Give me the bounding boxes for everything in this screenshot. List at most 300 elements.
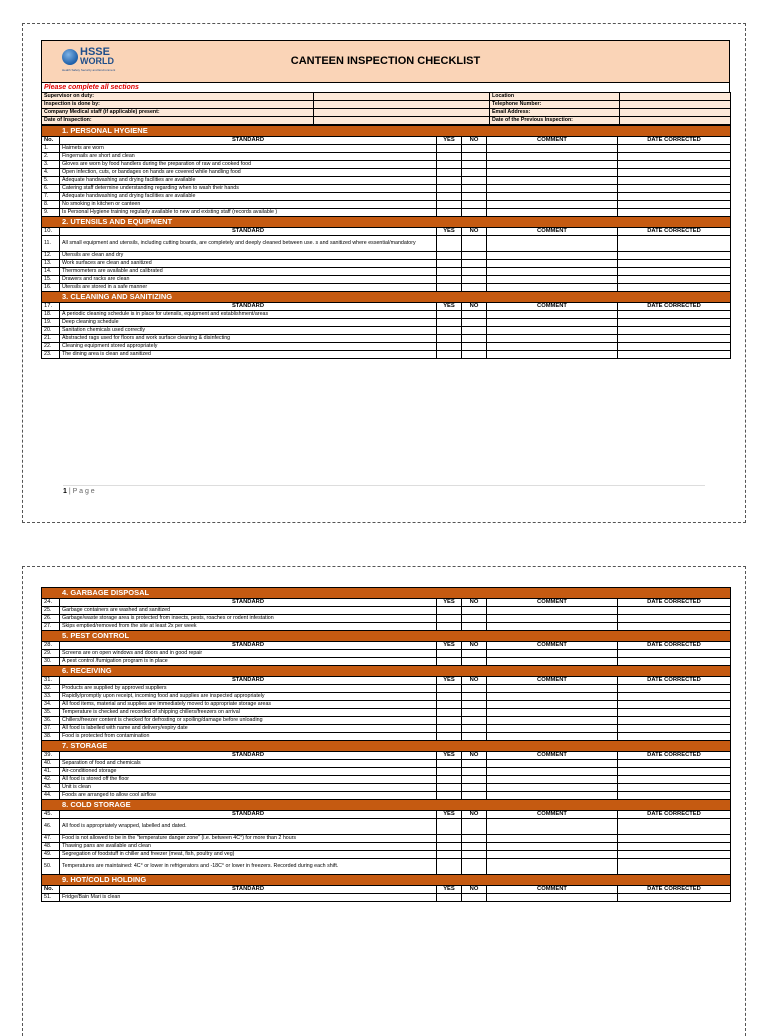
no-checkbox-cell[interactable] [462, 209, 487, 217]
column-header-standard: STANDARD [60, 677, 437, 685]
column-header-yes: YES [437, 137, 462, 145]
date-corrected-cell[interactable] [618, 177, 731, 185]
yes-checkbox-cell[interactable] [437, 760, 462, 768]
comment-cell[interactable] [487, 685, 618, 693]
logo-tagline: Health Safety Security and Environment [62, 68, 116, 72]
comment-cell[interactable] [487, 819, 618, 835]
date-corrected-cell[interactable] [618, 161, 731, 169]
comment-cell[interactable] [487, 615, 618, 623]
info-row [42, 93, 731, 101]
comment-cell[interactable] [487, 260, 618, 268]
no-checkbox-cell[interactable] [462, 153, 487, 161]
comment-cell[interactable] [487, 658, 618, 666]
column-header-row [42, 752, 731, 760]
date-corrected-cell[interactable] [618, 252, 731, 260]
date-corrected-cell[interactable] [618, 819, 731, 835]
no-checkbox-cell[interactable] [462, 145, 487, 153]
comment-cell[interactable] [487, 335, 618, 343]
item-standard: Temperatures are maintained: 4C° or lower in refrigerators and -18C° or lower in freezers. Recorded during each shift. [60, 859, 437, 875]
info-value-field[interactable] [620, 109, 731, 117]
item-number: 35. [42, 709, 60, 717]
no-checkbox-cell[interactable] [462, 343, 487, 351]
checklist-row [42, 145, 731, 153]
comment-cell[interactable] [487, 343, 618, 351]
yes-checkbox-cell[interactable] [437, 177, 462, 185]
date-corrected-cell[interactable] [618, 894, 731, 902]
no-checkbox-cell[interactable] [462, 311, 487, 319]
column-header-comment: COMMENT [487, 642, 618, 650]
date-corrected-cell[interactable] [618, 169, 731, 177]
column-header-no-answer: NO [462, 811, 487, 819]
info-row [42, 109, 731, 117]
info-label: Inspection is done by: [42, 101, 314, 109]
checklist-row [42, 615, 731, 623]
comment-cell[interactable] [487, 319, 618, 327]
checklist-row [42, 169, 731, 177]
date-corrected-cell[interactable] [618, 843, 731, 851]
item-standard: Utensils are clean and dry [60, 252, 437, 260]
no-checkbox-cell[interactable] [462, 784, 487, 792]
no-checkbox-cell[interactable] [462, 717, 487, 725]
item-standard: Utensils are stored in a safe manner [60, 284, 437, 292]
item-standard: Separation of food and chemicals [60, 760, 437, 768]
date-corrected-cell[interactable] [618, 268, 731, 276]
checklist-sheet-1 [41, 40, 730, 359]
no-checkbox-cell[interactable] [462, 709, 487, 717]
date-corrected-cell[interactable] [618, 236, 731, 252]
item-number: 3. [42, 161, 60, 169]
yes-checkbox-cell[interactable] [437, 351, 462, 359]
info-value-field[interactable] [314, 93, 490, 101]
no-checkbox-cell[interactable] [462, 201, 487, 209]
checklist-sheet-2 [41, 587, 730, 902]
comment-cell[interactable] [487, 835, 618, 843]
item-number: 29. [42, 650, 60, 658]
item-number: 4. [42, 169, 60, 177]
comment-cell[interactable] [487, 760, 618, 768]
yes-checkbox-cell[interactable] [437, 843, 462, 851]
comment-cell[interactable] [487, 894, 618, 902]
no-checkbox-cell[interactable] [462, 252, 487, 260]
yes-checkbox-cell[interactable] [437, 851, 462, 859]
yes-checkbox-cell[interactable] [437, 319, 462, 327]
document-title: CANTEEN INSPECTION CHECKLIST [290, 55, 481, 67]
section-heading-row [42, 666, 731, 677]
comment-cell[interactable] [487, 276, 618, 284]
no-checkbox-cell[interactable] [462, 319, 487, 327]
item-standard: Cleaning equipment stored appropriately [60, 343, 437, 351]
yes-checkbox-cell[interactable] [437, 701, 462, 709]
date-corrected-cell[interactable] [618, 776, 731, 784]
comment-cell[interactable] [487, 284, 618, 292]
date-corrected-cell[interactable] [618, 335, 731, 343]
column-header-no-answer: NO [462, 752, 487, 760]
comment-cell[interactable] [487, 252, 618, 260]
item-standard: Temperature is checked and recorded of shipping chillers/freezers on arrival [60, 709, 437, 717]
date-corrected-cell[interactable] [618, 623, 731, 631]
no-checkbox-cell[interactable] [462, 693, 487, 701]
yes-checkbox-cell[interactable] [437, 268, 462, 276]
date-corrected-cell[interactable] [618, 717, 731, 725]
checklist-row [42, 252, 731, 260]
comment-cell[interactable] [487, 161, 618, 169]
no-checkbox-cell[interactable] [462, 685, 487, 693]
info-value-field[interactable] [314, 117, 490, 125]
no-checkbox-cell[interactable] [462, 335, 487, 343]
item-standard: Screens are on open windows and doors and in good repair [60, 650, 437, 658]
yes-checkbox-cell[interactable] [437, 685, 462, 693]
info-value-field[interactable] [620, 101, 731, 109]
column-header-yes: YES [437, 599, 462, 607]
yes-checkbox-cell[interactable] [437, 835, 462, 843]
comment-cell[interactable] [487, 201, 618, 209]
comment-cell[interactable] [487, 623, 618, 631]
checklist-row [42, 776, 731, 784]
no-checkbox-cell[interactable] [462, 650, 487, 658]
column-header-date-corrected: DATE CORRECTED [618, 642, 731, 650]
comment-cell[interactable] [487, 693, 618, 701]
item-standard: All food is appropriately wrapped, labelled and dated. [60, 819, 437, 835]
yes-checkbox-cell[interactable] [437, 284, 462, 292]
checklist-row [42, 701, 731, 709]
column-header-yes: YES [437, 303, 462, 311]
comment-cell[interactable] [487, 768, 618, 776]
yes-checkbox-cell[interactable] [437, 145, 462, 153]
no-checkbox-cell[interactable] [462, 894, 487, 902]
yes-checkbox-cell[interactable] [437, 733, 462, 741]
no-checkbox-cell[interactable] [462, 284, 487, 292]
date-corrected-cell[interactable] [618, 607, 731, 615]
page-number: 1 [63, 488, 67, 495]
no-checkbox-cell[interactable] [462, 177, 487, 185]
comment-cell[interactable] [487, 792, 618, 800]
item-number: 1. [42, 145, 60, 153]
date-corrected-cell[interactable] [618, 784, 731, 792]
date-corrected-cell[interactable] [618, 201, 731, 209]
no-checkbox-cell[interactable] [462, 859, 487, 875]
item-number: 2. [42, 153, 60, 161]
no-checkbox-cell[interactable] [462, 260, 487, 268]
date-corrected-cell[interactable] [618, 327, 731, 335]
comment-cell[interactable] [487, 153, 618, 161]
checklist-row [42, 311, 731, 319]
no-checkbox-cell[interactable] [462, 193, 487, 201]
section-title: 7. STORAGE [42, 741, 731, 752]
yes-checkbox-cell[interactable] [437, 327, 462, 335]
date-corrected-cell[interactable] [618, 859, 731, 875]
section-heading-row [42, 292, 731, 303]
comment-cell[interactable] [487, 725, 618, 733]
date-corrected-cell[interactable] [618, 276, 731, 284]
yes-checkbox-cell[interactable] [437, 717, 462, 725]
item-number: 37. [42, 725, 60, 733]
date-corrected-cell[interactable] [618, 185, 731, 193]
comment-cell[interactable] [487, 185, 618, 193]
date-corrected-cell[interactable] [618, 650, 731, 658]
yes-checkbox-cell[interactable] [437, 784, 462, 792]
yes-checkbox-cell[interactable] [437, 209, 462, 217]
yes-checkbox-cell[interactable] [437, 260, 462, 268]
checklist-row [42, 177, 731, 185]
item-number: 11. [42, 236, 60, 252]
date-corrected-cell[interactable] [618, 685, 731, 693]
column-header-date-corrected: DATE CORRECTED [618, 599, 731, 607]
no-checkbox-cell[interactable] [462, 776, 487, 784]
item-number: 18. [42, 311, 60, 319]
item-standard: Chillers/freezer content is checked for defrosting or spoiling/damage before unloading [60, 717, 437, 725]
no-checkbox-cell[interactable] [462, 851, 487, 859]
inspection-info-table [41, 92, 731, 125]
date-corrected-cell[interactable] [618, 260, 731, 268]
date-corrected-cell[interactable] [618, 351, 731, 359]
comment-cell[interactable] [487, 851, 618, 859]
item-number: 20. [42, 327, 60, 335]
comment-cell[interactable] [487, 327, 618, 335]
checklist-row [42, 709, 731, 717]
date-corrected-cell[interactable] [618, 319, 731, 327]
yes-checkbox-cell[interactable] [437, 776, 462, 784]
item-standard: A periodic cleaning schedule is in place for utensils, equipment and establishment/areas [60, 311, 437, 319]
no-checkbox-cell[interactable] [462, 835, 487, 843]
date-corrected-cell[interactable] [618, 851, 731, 859]
section-title: 6. RECEIVING [42, 666, 731, 677]
column-header-no-answer: NO [462, 303, 487, 311]
date-corrected-cell[interactable] [618, 709, 731, 717]
info-value-field[interactable] [620, 93, 731, 101]
column-header-no: 24. [42, 599, 60, 607]
column-header-comment: COMMENT [487, 599, 618, 607]
checklist-row [42, 161, 731, 169]
comment-cell[interactable] [487, 145, 618, 153]
item-number: 12. [42, 252, 60, 260]
date-corrected-cell[interactable] [618, 615, 731, 623]
yes-checkbox-cell[interactable] [437, 859, 462, 875]
yes-checkbox-cell[interactable] [437, 343, 462, 351]
date-corrected-cell[interactable] [618, 760, 731, 768]
column-header-no: No. [42, 886, 60, 894]
item-standard: Rapidly/promptly upon receipt, incoming food and supplies are inspected appropriately [60, 693, 437, 701]
yes-checkbox-cell[interactable] [437, 768, 462, 776]
section-heading-row [42, 631, 731, 642]
date-corrected-cell[interactable] [618, 701, 731, 709]
comment-cell[interactable] [487, 209, 618, 217]
no-checkbox-cell[interactable] [462, 760, 487, 768]
logo-text-hsse: HSSE [80, 46, 110, 58]
item-standard: All food is labelled with name and delivery/expiry date [60, 725, 437, 733]
yes-checkbox-cell[interactable] [437, 169, 462, 177]
item-number: 26. [42, 615, 60, 623]
item-number: 43. [42, 784, 60, 792]
item-number: 6. [42, 185, 60, 193]
item-standard: The dining area is clean and sanitized [60, 351, 437, 359]
comment-cell[interactable] [487, 169, 618, 177]
date-corrected-cell[interactable] [618, 343, 731, 351]
no-checkbox-cell[interactable] [462, 843, 487, 851]
no-checkbox-cell[interactable] [462, 733, 487, 741]
checklist-row [42, 819, 731, 835]
item-number: 41. [42, 768, 60, 776]
checklist-row [42, 733, 731, 741]
section-title: 1. PERSONAL HYGIENE [42, 126, 731, 137]
yes-checkbox-cell[interactable] [437, 201, 462, 209]
comment-cell[interactable] [487, 311, 618, 319]
column-header-yes: YES [437, 228, 462, 236]
comment-cell[interactable] [487, 784, 618, 792]
no-checkbox-cell[interactable] [462, 615, 487, 623]
section-heading-row [42, 588, 731, 599]
comment-cell[interactable] [487, 650, 618, 658]
column-header-standard: STANDARD [60, 642, 437, 650]
section-title: 2. UTENSILS AND EQUIPMENT [42, 217, 731, 228]
no-checkbox-cell[interactable] [462, 169, 487, 177]
item-standard: Catering staff determine understanding regarding when to wash their hands [60, 185, 437, 193]
item-standard: Foods are arranged to allow cool airflow [60, 792, 437, 800]
checklist-row [42, 835, 731, 843]
no-checkbox-cell[interactable] [462, 819, 487, 835]
date-corrected-cell[interactable] [618, 153, 731, 161]
column-header-comment: COMMENT [487, 811, 618, 819]
yes-checkbox-cell[interactable] [437, 615, 462, 623]
comment-cell[interactable] [487, 733, 618, 741]
checklist-row [42, 201, 731, 209]
no-checkbox-cell[interactable] [462, 351, 487, 359]
item-number: 49. [42, 851, 60, 859]
yes-checkbox-cell[interactable] [437, 153, 462, 161]
checklist-row [42, 851, 731, 859]
date-corrected-cell[interactable] [618, 209, 731, 217]
section-heading-row [42, 741, 731, 752]
column-header-row [42, 228, 731, 236]
column-header-standard: STANDARD [60, 137, 437, 145]
date-corrected-cell[interactable] [618, 311, 731, 319]
yes-checkbox-cell[interactable] [437, 607, 462, 615]
column-header-comment: COMMENT [487, 303, 618, 311]
yes-checkbox-cell[interactable] [437, 623, 462, 631]
date-corrected-cell[interactable] [618, 768, 731, 776]
yes-checkbox-cell[interactable] [437, 236, 462, 252]
column-header-no: 28. [42, 642, 60, 650]
no-checkbox-cell[interactable] [462, 725, 487, 733]
no-checkbox-cell[interactable] [462, 161, 487, 169]
comment-cell[interactable] [487, 776, 618, 784]
section-title: 9. HOT/COLD HOLDING [42, 875, 731, 886]
comment-cell[interactable] [487, 709, 618, 717]
comment-cell[interactable] [487, 859, 618, 875]
comment-cell[interactable] [487, 607, 618, 615]
column-header-yes: YES [437, 886, 462, 894]
yes-checkbox-cell[interactable] [437, 693, 462, 701]
yes-checkbox-cell[interactable] [437, 650, 462, 658]
no-checkbox-cell[interactable] [462, 768, 487, 776]
column-header-no: 45. [42, 811, 60, 819]
column-header-row [42, 677, 731, 685]
column-header-no-answer: NO [462, 642, 487, 650]
checklist-row [42, 193, 731, 201]
date-corrected-cell[interactable] [618, 693, 731, 701]
yes-checkbox-cell[interactable] [437, 311, 462, 319]
no-checkbox-cell[interactable] [462, 185, 487, 193]
yes-checkbox-cell[interactable] [437, 276, 462, 284]
yes-checkbox-cell[interactable] [437, 161, 462, 169]
date-corrected-cell[interactable] [618, 733, 731, 741]
no-checkbox-cell[interactable] [462, 276, 487, 284]
item-standard: Air-conditioned storage [60, 768, 437, 776]
yes-checkbox-cell[interactable] [437, 193, 462, 201]
comment-cell[interactable] [487, 351, 618, 359]
footer-divider [63, 485, 705, 486]
date-corrected-cell[interactable] [618, 835, 731, 843]
no-checkbox-cell[interactable] [462, 607, 487, 615]
no-checkbox-cell[interactable] [462, 236, 487, 252]
column-header-comment: COMMENT [487, 886, 618, 894]
document-page-1 [22, 23, 746, 523]
yes-checkbox-cell[interactable] [437, 725, 462, 733]
comment-cell[interactable] [487, 236, 618, 252]
yes-checkbox-cell[interactable] [437, 709, 462, 717]
no-checkbox-cell[interactable] [462, 327, 487, 335]
comment-cell[interactable] [487, 177, 618, 185]
date-corrected-cell[interactable] [618, 725, 731, 733]
comment-cell[interactable] [487, 268, 618, 276]
no-checkbox-cell[interactable] [462, 658, 487, 666]
no-checkbox-cell[interactable] [462, 623, 487, 631]
item-number: 36. [42, 717, 60, 725]
column-header-standard: STANDARD [60, 811, 437, 819]
yes-checkbox-cell[interactable] [437, 819, 462, 835]
checklist-row [42, 284, 731, 292]
comment-cell[interactable] [487, 717, 618, 725]
no-checkbox-cell[interactable] [462, 792, 487, 800]
column-header-standard: STANDARD [60, 228, 437, 236]
date-corrected-cell[interactable] [618, 284, 731, 292]
date-corrected-cell[interactable] [618, 792, 731, 800]
comment-cell[interactable] [487, 701, 618, 709]
comment-cell[interactable] [487, 193, 618, 201]
item-standard: Thermometers are available and calibrated [60, 268, 437, 276]
column-header-date-corrected: DATE CORRECTED [618, 752, 731, 760]
date-corrected-cell[interactable] [618, 193, 731, 201]
section-heading-row [42, 126, 731, 137]
item-standard: Drawers and racks are clean [60, 276, 437, 284]
date-corrected-cell[interactable] [618, 145, 731, 153]
no-checkbox-cell[interactable] [462, 268, 487, 276]
date-corrected-cell[interactable] [618, 658, 731, 666]
yes-checkbox-cell[interactable] [437, 792, 462, 800]
item-standard: Segregation of foodstuff in chiller and freezer (meat, fish, poultry and veg) [60, 851, 437, 859]
item-number: 16. [42, 284, 60, 292]
comment-cell[interactable] [487, 843, 618, 851]
info-value-field[interactable] [620, 117, 731, 125]
item-number: 9. [42, 209, 60, 217]
yes-checkbox-cell[interactable] [437, 185, 462, 193]
info-value-field[interactable] [314, 101, 490, 109]
column-header-no-answer: NO [462, 228, 487, 236]
item-standard: Abstracted rags used for floors and work surface cleaning & disinfecting [60, 335, 437, 343]
no-checkbox-cell[interactable] [462, 701, 487, 709]
item-standard: Hairnets are worn [60, 145, 437, 153]
yes-checkbox-cell[interactable] [437, 894, 462, 902]
column-header-row [42, 811, 731, 819]
item-number: 23. [42, 351, 60, 359]
info-value-field[interactable] [314, 109, 490, 117]
column-header-yes: YES [437, 752, 462, 760]
item-standard: Deep cleaning schedule [60, 319, 437, 327]
yes-checkbox-cell[interactable] [437, 658, 462, 666]
yes-checkbox-cell[interactable] [437, 335, 462, 343]
checklist-row [42, 768, 731, 776]
instruction-note: Please complete all sections [41, 83, 730, 92]
yes-checkbox-cell[interactable] [437, 252, 462, 260]
